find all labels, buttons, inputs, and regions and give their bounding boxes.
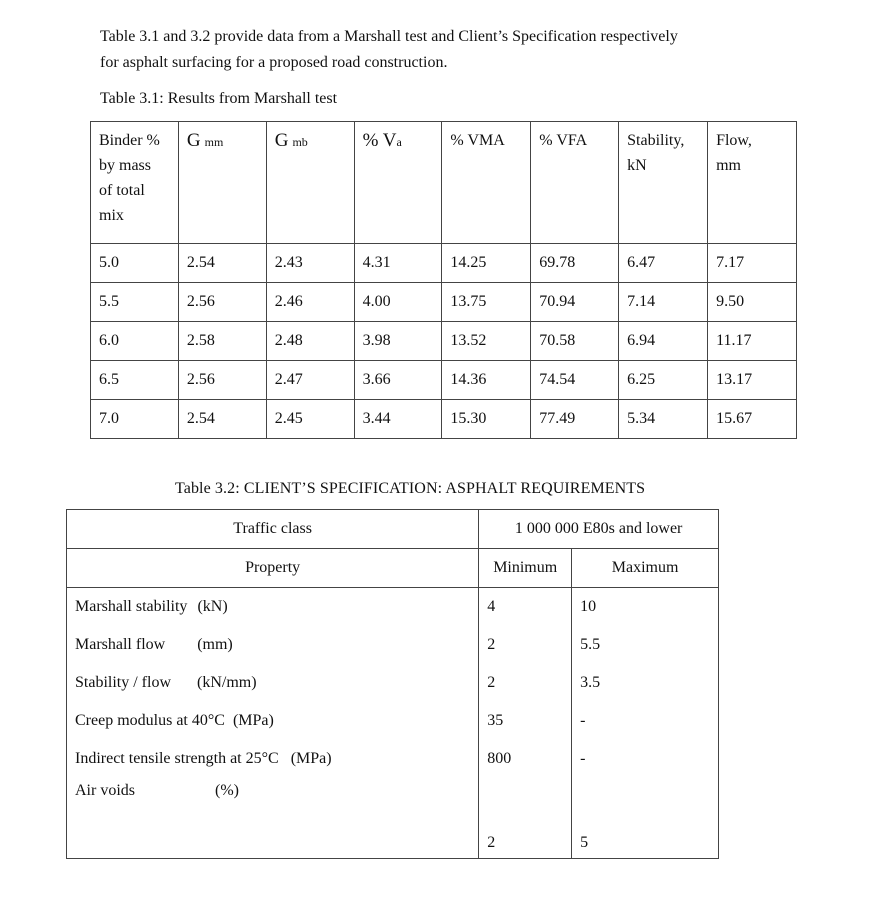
property-cell: Indirect tensile strength at 25°C (MPa) xyxy=(67,740,479,778)
traffic-class-value: 1 000 000 E80s and lower xyxy=(479,510,719,549)
cell-binder: 7.0 xyxy=(91,400,179,439)
cell-va: 3.66 xyxy=(354,361,442,400)
cell-stability: 7.14 xyxy=(619,283,708,322)
minimum-header: Minimum xyxy=(479,549,572,588)
min-cell: 4 xyxy=(479,588,572,627)
property-header: Property xyxy=(67,549,479,588)
table-row xyxy=(67,702,719,740)
table-row xyxy=(91,361,797,400)
cell-vfa: 70.94 xyxy=(531,283,619,322)
header-va: % Va xyxy=(354,122,442,244)
header-vma: % VMA xyxy=(442,122,531,244)
cell-binder: 5.0 xyxy=(91,244,179,283)
cell-gmb: 2.46 xyxy=(266,283,354,322)
cell-gmb: 2.45 xyxy=(266,400,354,439)
min-cell: 800 xyxy=(479,740,572,778)
table-row xyxy=(91,322,797,361)
property-cell: Air voids (%) xyxy=(67,778,479,859)
cell-va: 4.00 xyxy=(354,283,442,322)
header-vfa: % VFA xyxy=(531,122,619,244)
cell-stability: 5.34 xyxy=(619,400,708,439)
cell-vfa: 69.78 xyxy=(531,244,619,283)
cell-vma: 14.25 xyxy=(442,244,531,283)
cell-gmb: 2.48 xyxy=(266,322,354,361)
max-cell: 10 xyxy=(572,588,719,627)
cell-vma: 13.52 xyxy=(442,322,531,361)
cell-stability: 6.94 xyxy=(619,322,708,361)
cell-binder: 6.0 xyxy=(91,322,179,361)
table1-header-row xyxy=(91,122,797,244)
cell-va: 3.98 xyxy=(354,322,442,361)
cell-flow: 11.17 xyxy=(708,322,797,361)
cell-vfa: 70.58 xyxy=(531,322,619,361)
cell-stability: 6.25 xyxy=(619,361,708,400)
traffic-class-row xyxy=(67,510,719,549)
cell-stability: 6.47 xyxy=(619,244,708,283)
cell-gmm: 2.56 xyxy=(178,283,266,322)
property-header-row xyxy=(67,549,719,588)
header-flow: Flow, mm xyxy=(708,122,797,244)
cell-flow: 13.17 xyxy=(708,361,797,400)
cell-gmm: 2.54 xyxy=(178,400,266,439)
intro-line-1: Table 3.1 and 3.2 provide data from a Marshall test and Client’s Specification respectively xyxy=(100,28,678,45)
header-binder: Binder % by mass of total mix xyxy=(91,122,179,244)
header-gmm: G mm xyxy=(178,122,266,244)
property-cell: Stability / flow (kN/mm) xyxy=(67,664,479,702)
cell-flow: 15.67 xyxy=(708,400,797,439)
cell-flow: 9.50 xyxy=(708,283,797,322)
cell-binder: 6.5 xyxy=(91,361,179,400)
table-row xyxy=(67,588,719,627)
property-cell: Marshall stability (kN) xyxy=(67,588,479,627)
cell-gmm: 2.56 xyxy=(178,361,266,400)
marshall-results-table xyxy=(90,121,797,439)
cell-binder: 5.5 xyxy=(91,283,179,322)
cell-va: 3.44 xyxy=(354,400,442,439)
maximum-header: Maximum xyxy=(572,549,719,588)
cell-vma: 13.75 xyxy=(442,283,531,322)
cell-gmm: 2.58 xyxy=(178,322,266,361)
cell-vfa: 74.54 xyxy=(531,361,619,400)
table-row xyxy=(91,400,797,439)
traffic-class-label: Traffic class xyxy=(67,510,479,549)
cell-vfa: 77.49 xyxy=(531,400,619,439)
intro-paragraph xyxy=(100,24,800,76)
max-cell: - xyxy=(572,702,719,740)
cell-flow: 7.17 xyxy=(708,244,797,283)
max-cell: 5 xyxy=(572,778,719,859)
min-cell: 2 xyxy=(479,778,572,859)
property-cell: Creep modulus at 40°C (MPa) xyxy=(67,702,479,740)
max-cell: 3.5 xyxy=(572,664,719,702)
intro-line-2: for asphalt surfacing for a proposed road construction. xyxy=(100,54,448,71)
table2-caption: Table 3.2: CLIENT’S SPECIFICATION: ASPHALT REQUIREMENTS xyxy=(175,480,646,497)
header-stability: Stability, kN xyxy=(619,122,708,244)
min-cell: 35 xyxy=(479,702,572,740)
property-cell: Marshall flow (mm) xyxy=(67,626,479,664)
table-row xyxy=(67,626,719,664)
cell-vma: 14.36 xyxy=(442,361,531,400)
cell-vma: 15.30 xyxy=(442,400,531,439)
table-row xyxy=(91,283,797,322)
table-row xyxy=(91,244,797,283)
client-specification-table xyxy=(66,509,719,859)
cell-va: 4.31 xyxy=(354,244,442,283)
max-cell: 5.5 xyxy=(572,626,719,664)
min-cell: 2 xyxy=(479,626,572,664)
table1-caption: Table 3.1: Results from Marshall test xyxy=(100,90,338,107)
table-row xyxy=(67,778,719,859)
cell-gmb: 2.47 xyxy=(266,361,354,400)
table-row xyxy=(67,664,719,702)
cell-gmm: 2.54 xyxy=(178,244,266,283)
min-cell: 2 xyxy=(479,664,572,702)
table-row xyxy=(67,740,719,778)
max-cell: - xyxy=(572,740,719,778)
header-gmb: G mb xyxy=(266,122,354,244)
cell-gmb: 2.43 xyxy=(266,244,354,283)
